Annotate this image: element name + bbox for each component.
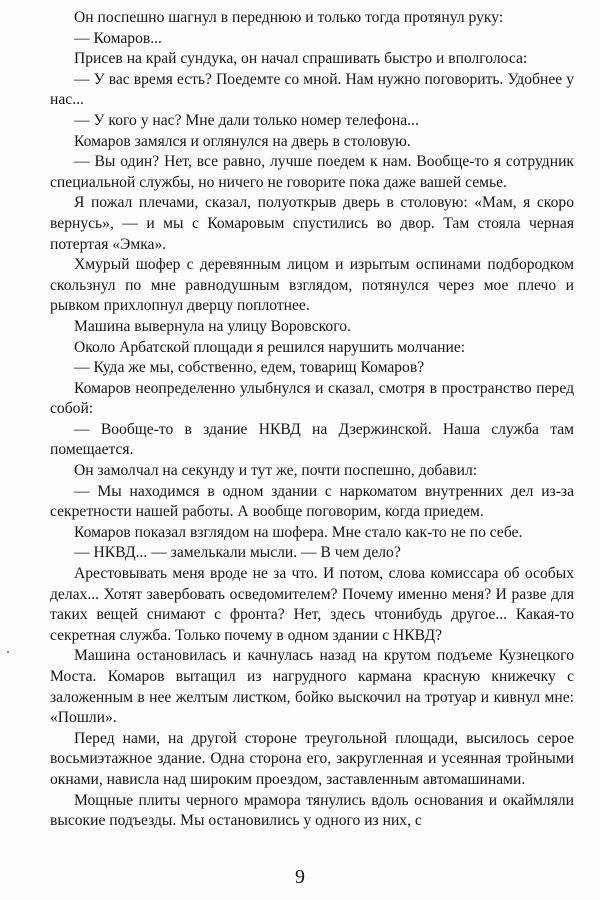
paragraph: — У кого у нас? Мне дали только номер телефона... — [74, 111, 419, 129]
paragraph: Перед нами, на другой стороне треугольной площади, высилось серое восьмиэтажное здание. Одна сторона его, закругленная и усеянная тройными окнами, нависла над широким проездом, заставленным автомашинами. — [50, 729, 574, 788]
paragraph: — Вообще-то в здание НКВД на Дзержинской. Наша служба там помещается. — [50, 420, 574, 459]
paragraph: Комаров замялся и оглянулся на дверь в столовую. — [74, 132, 411, 150]
body-text — [50, 8, 574, 832]
paragraph: Комаров показал взглядом на шофера. Мне стало как-то не по себе. — [74, 523, 523, 541]
paragraph: Комаров неопределенно улыбнулся и сказал, смотря в пространство перед собой: — [50, 379, 574, 418]
paragraph: — Куда же мы, собственно, едем, товарищ Комаров? — [74, 359, 425, 377]
paragraph: Около Арбатской площади я решился нарушить молчание: — [74, 338, 466, 356]
paragraph: Машина вывернула на улицу Воровского. — [74, 317, 351, 335]
paragraph: — Мы находимся в одном здании с наркоматом внутренних дел из-за секретности нашей работы. А вообще поговорим, когда приедем. — [50, 482, 574, 521]
paragraph: Машина остановилась и качнулась назад на крутом подъеме Кузнецкого Моста. Комаров вытащил из нагрудного кармана красную книжечку с заложенным в нее желтым листком, бойко выскочил на тротуар и кивнул мне: «Пошли». — [50, 647, 574, 727]
paragraph: — У вас время есть? Поедемте со мной. Нам нужно поговорить. Удобнее у нас... — [50, 70, 574, 109]
paragraph: Хмурый шофер с деревянным лицом и изрытым оспинами подбородком скользнул по мне равнодушным взглядом, потянулся через мое плечо и рывком прихлопнул дверцу поплотнее. — [50, 256, 574, 315]
paragraph: — Вы один? Нет, все равно, лучше поедем к нам. Вообще-то я сотрудник специальной службы, но ничего не говорите пока даже вашей семье. — [50, 153, 574, 191]
paragraph: — НКВД... — замелькали мысли. — В чем дело? — [74, 544, 401, 562]
paragraph: Я пожал плечами, сказал, полуоткрыв дверь в столовую: «Мам, я скоро вернусь», — и мы с Комаровым спустились во двор. Там стояла черная потертая «Эмка». — [50, 194, 574, 253]
paragraph: — Комаров... — [74, 29, 162, 47]
paragraph: Мощные плиты черного мрамора тянулись вдоль основания и окаймляли высокие подъезды. Мы остановились у одного из них, с — [50, 791, 574, 830]
paragraph: Присев на край сундука, он начал спрашивать быстро и вполголоса: — [74, 50, 528, 68]
paragraph: Арестовывать меня вроде не за что. И потом, слова комиссара об особых делах... Хотят завербовать осведомителем? Почему именно меня? И разве для таких вещей снимают с фронта? Нет, здесь чтонибудь другое... Какая-то секретная служба. Только почему в одном здании с НКВД? — [50, 565, 574, 644]
print-speck — [7, 651, 9, 653]
paragraph: Он замолчал на секунду и тут же, почти поспешно, добавил: — [74, 462, 478, 480]
paragraph: Он поспешно шагнул в переднюю и только тогда протянул руку: — [74, 9, 504, 26]
page-number: 9 — [295, 866, 305, 888]
